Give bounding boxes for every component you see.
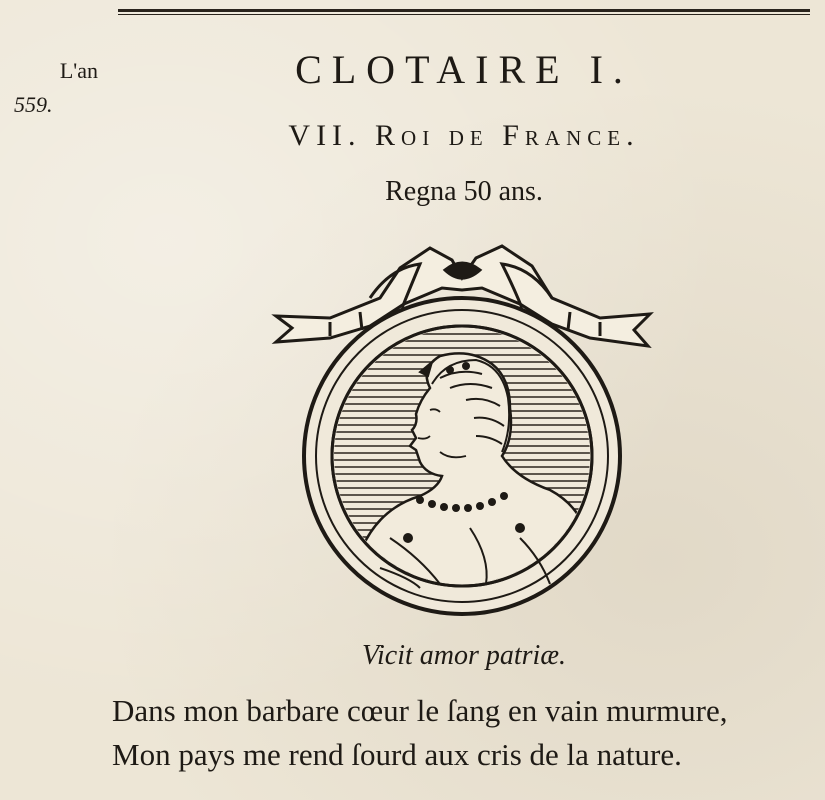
page-title: CLOTAIRE I.: [295, 47, 633, 92]
verse-line-2: Mon pays me rend ſourd aux cris de la nature.: [112, 737, 682, 772]
page-subtitle: VII. Roi de France.: [288, 119, 640, 152]
margin-year-label: L'an: [59, 58, 98, 83]
reign-length: Regna 50 ans.: [385, 176, 543, 207]
top-rule: [118, 9, 810, 15]
portrait-medallion-icon: [270, 238, 655, 628]
margin-year: 559.: [14, 92, 53, 117]
portrait-engraving: [270, 238, 655, 628]
latin-motto: Vicit amor patriæ.: [361, 640, 567, 671]
verse-line-1: Dans mon barbare cœur le ſang en vain murmure,: [112, 693, 728, 728]
margin-year-note: [14, 54, 100, 122]
